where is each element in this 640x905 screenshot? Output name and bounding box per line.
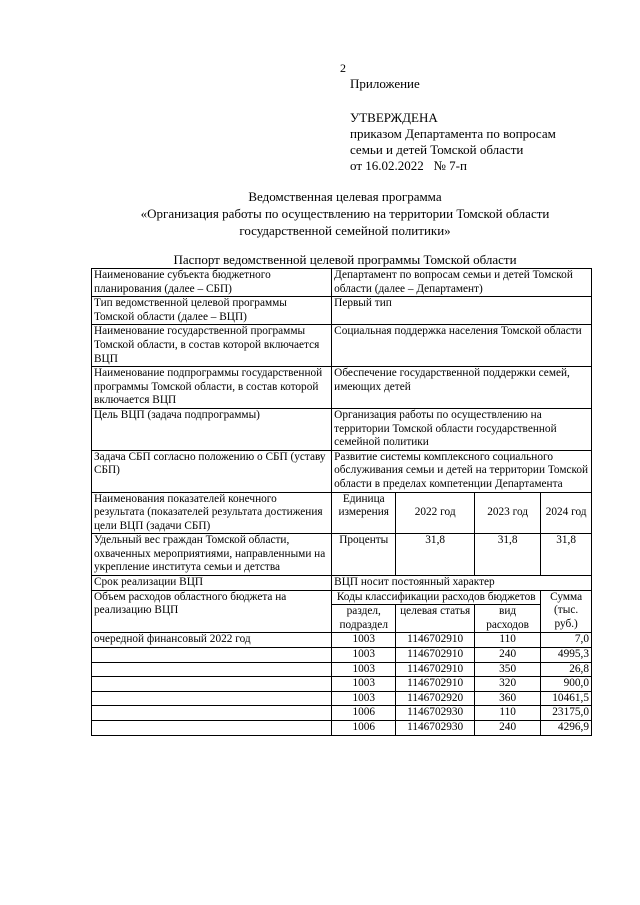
sum-value: 4296,9 <box>541 721 592 736</box>
table-row <box>92 325 592 367</box>
finance-row <box>92 677 592 692</box>
heading-line-1: Ведомственная целевая программа <box>248 189 442 204</box>
row-label: Тип ведомственной целевой программы Томской области (далее – ВЦП) <box>92 297 332 325</box>
passport-title: Паспорт ведомственной целевой программы Томской области <box>173 252 517 267</box>
section-code: 1003 <box>332 677 396 692</box>
indicator-value-2023: 31,8 <box>475 534 541 576</box>
kind-code: 360 <box>475 691 541 706</box>
table-row <box>92 450 592 492</box>
target-code: 1146702910 <box>396 648 475 663</box>
sum-value: 23175,0 <box>541 706 592 721</box>
approval-line-3: от 16.02.2022 № 7-п <box>350 158 467 173</box>
sum-value: 10461,5 <box>541 691 592 706</box>
kind-code: 240 <box>475 721 541 736</box>
approval-block <box>350 76 556 174</box>
section-code: 1006 <box>332 721 396 736</box>
row-label: Наименование государственной программы Томской области, в состав которой включается ВЦП <box>92 325 332 367</box>
heading-line-3: государственной семейной политики» <box>239 223 451 238</box>
kind-header: вид расходов <box>475 605 541 633</box>
table-row <box>92 408 592 450</box>
kind-code: 110 <box>475 706 541 721</box>
page-number: 2 <box>340 61 346 75</box>
unit-header: Единица измерения <box>332 492 396 534</box>
year-header-2024: 2024 год <box>541 492 592 534</box>
finance-row <box>92 662 592 677</box>
table-row <box>92 534 592 576</box>
year-header-2022: 2022 год <box>396 492 475 534</box>
finance-row <box>92 648 592 663</box>
target-code: 1146702920 <box>396 691 475 706</box>
program-heading <box>90 188 600 239</box>
target-code: 1146702910 <box>396 633 475 648</box>
sum-header: Сумма (тыс. руб.) <box>541 590 592 633</box>
finance-label: очередной финансовый 2022 год <box>92 633 332 648</box>
row-label: Цель ВЦП (задача подпрограммы) <box>92 408 332 450</box>
section-code: 1003 <box>332 633 396 648</box>
kind-code: 320 <box>475 677 541 692</box>
row-value: Обеспечение государственной поддержки семей, имеющих детей <box>332 367 592 409</box>
appendix-label: Приложение <box>350 76 420 91</box>
table-row <box>92 367 592 409</box>
finance-row <box>92 706 592 721</box>
table-row <box>92 492 592 534</box>
row-value: Социальная поддержка населения Томской области <box>332 325 592 367</box>
section-code: 1006 <box>332 706 396 721</box>
target-code: 1146702930 <box>396 721 475 736</box>
row-value: Первый тип <box>332 297 592 325</box>
row-label: Наименование субъекта бюджетного планирования (далее – СБП) <box>92 269 332 297</box>
row-label: Задача СБП согласно положению о СБП (уставу СБП) <box>92 450 332 492</box>
sum-value: 900,0 <box>541 677 592 692</box>
target-code: 1146702910 <box>396 662 475 677</box>
row-label: Удельный вес граждан Томской области, охваченных мероприятиями, направленными на укрепление института семьи и детства <box>92 534 332 576</box>
table-row <box>92 269 592 297</box>
row-value: ВЦП носит постоянный характер <box>332 576 592 591</box>
table-row <box>92 576 592 591</box>
target-code: 1146702930 <box>396 706 475 721</box>
sum-value: 26,8 <box>541 662 592 677</box>
target-code: 1146702910 <box>396 677 475 692</box>
row-label: Наименование подпрограммы государственной программы Томской области, в состав которой включается ВЦП <box>92 367 332 409</box>
year-header-2023: 2023 год <box>475 492 541 534</box>
indicator-value-2022: 31,8 <box>396 534 475 576</box>
kind-code: 350 <box>475 662 541 677</box>
table-row <box>92 590 592 605</box>
finance-row <box>92 633 592 648</box>
row-value: Департамент по вопросам семьи и детей Томской области (далее – Департамент) <box>332 269 592 297</box>
finance-row <box>92 691 592 706</box>
row-label: Наименования показателей конечного результата (показателей результата достижения цели ВЦП (задачи СБП) <box>92 492 332 534</box>
kind-code: 240 <box>475 648 541 663</box>
kind-code: 110 <box>475 633 541 648</box>
passport-table <box>91 268 592 736</box>
approved-title: УТВЕРЖДЕНА <box>350 110 438 125</box>
row-label: Срок реализации ВЦП <box>92 576 332 591</box>
approval-line-1: приказом Департамента по вопросам <box>350 126 556 141</box>
indicator-value-2024: 31,8 <box>541 534 592 576</box>
row-label: Объем расходов областного бюджета на реализацию ВЦП <box>92 590 332 633</box>
sum-value: 7,0 <box>541 633 592 648</box>
target-header: целевая статья <box>396 605 475 633</box>
section-code: 1003 <box>332 648 396 663</box>
section-header: раздел, подраздел <box>332 605 396 633</box>
codes-header: Коды классификации расходов бюджетов <box>332 590 541 605</box>
section-code: 1003 <box>332 662 396 677</box>
row-value: Организация работы по осуществлению на территории Томской области государственной семейной политики <box>332 408 592 450</box>
row-value: Развитие системы комплексного социального обслуживания семьи и детей на территории Томской области в пределах компетенции Департамента <box>332 450 592 492</box>
heading-line-2: «Организация работы по осуществлению на территории Томской области <box>140 206 550 221</box>
approval-line-2: семьи и детей Томской области <box>350 142 524 157</box>
indicator-unit: Проценты <box>332 534 396 576</box>
finance-row <box>92 721 592 736</box>
sum-value: 4995,3 <box>541 648 592 663</box>
section-code: 1003 <box>332 691 396 706</box>
table-row <box>92 297 592 325</box>
